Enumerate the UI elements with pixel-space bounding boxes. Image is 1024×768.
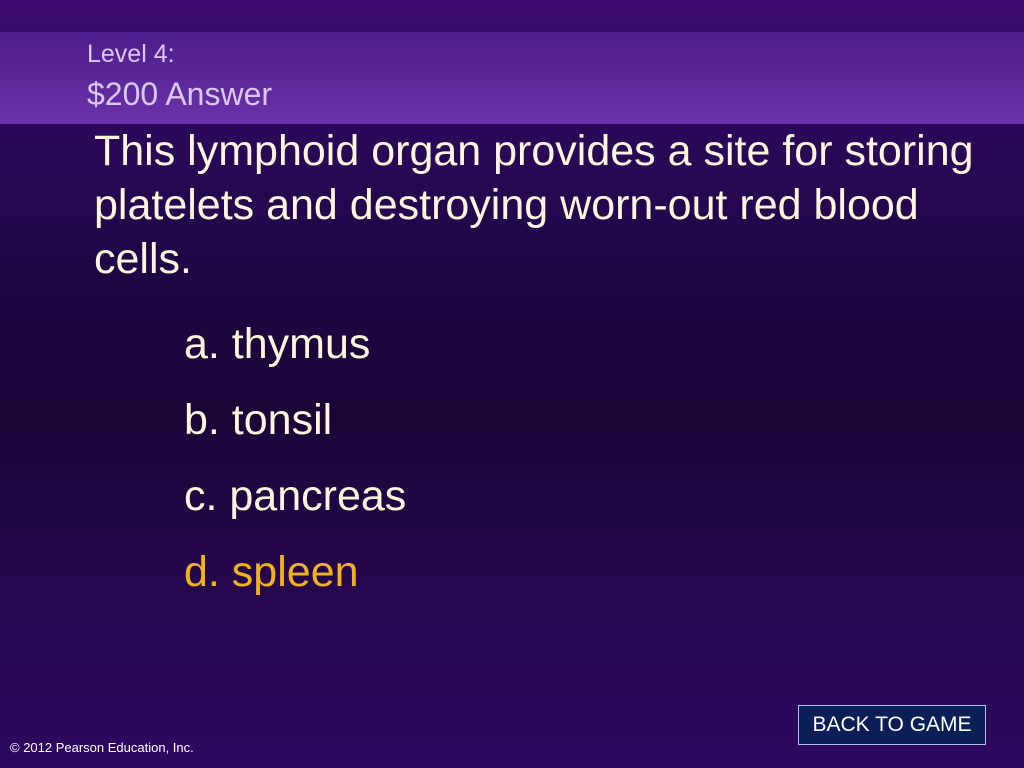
option-a: a. thymus bbox=[184, 320, 371, 368]
answer-options bbox=[184, 306, 406, 610]
option-b: b. tonsil bbox=[184, 396, 333, 444]
copyright-notice: © 2012 Pearson Education, Inc. bbox=[10, 740, 194, 755]
answer-title: $200 Answer bbox=[87, 76, 273, 112]
option-d-correct: d. spleen bbox=[184, 548, 359, 596]
back-to-game-button[interactable]: BACK TO GAME bbox=[798, 705, 986, 745]
option-c: c. pancreas bbox=[184, 472, 407, 520]
level-label: Level 4: bbox=[87, 40, 175, 68]
question-text: This lymphoid organ provides a site for storing platelets and destroying worn-out red blood cells. bbox=[94, 127, 974, 283]
